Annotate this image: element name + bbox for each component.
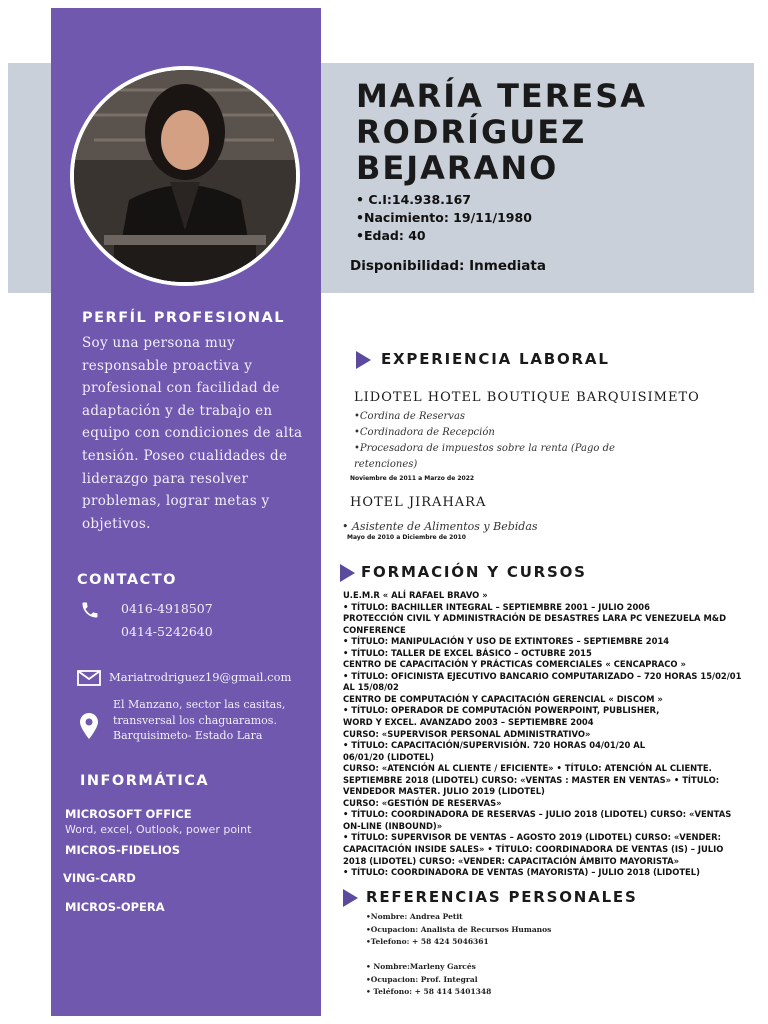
- job-1-bullet-3: •Procesadora de impuestos sobre la renta (Pago de: [354, 443, 615, 454]
- training-line: CURSO: «GESTIÓN DE RESERVAS»: [343, 797, 502, 808]
- reference-1: [366, 911, 551, 949]
- profile-text: Soy una persona muy responsable proactiva y profesional con facilidad de adaptación y de trabajo en equipo con condiciones de alta tensión. Poseo cualidades de liderazgo para resolver problemas, lograr metas y objetivos.: [82, 335, 303, 532]
- training-line: • TÍTULO: OFICINISTA EJECUTIVO BANCARIO COMPUTARIZADO – 720 HORAS 15/02/01 AL 15/08/02: [343, 670, 742, 693]
- experience-heading-label: EXPERIENCIA LABORAL: [381, 350, 610, 368]
- name-line-3: BEJARANO: [356, 149, 559, 187]
- name-line-2: RODRÍGUEZ: [356, 113, 587, 151]
- training-line: U.E.M.R « ALÍ RAFAEL BRAVO »: [343, 590, 488, 600]
- training-heading: [340, 563, 587, 582]
- job-1-bullet-1: •Cordina de Reservas: [354, 411, 466, 422]
- fact-birth: •Nacimiento: 19/11/1980: [356, 210, 532, 225]
- profile-heading: PERFÍL PROFESIONAL: [82, 310, 285, 326]
- job-1-bullet-4: retenciones): [354, 459, 418, 470]
- email-address[interactable]: Mariatrodriguez19@gmail.com: [109, 670, 292, 684]
- training-line: WORD Y EXCEL. AVANZADO 2003 – SEPTIEMBRE 2004: [343, 717, 594, 728]
- job-1-bullet-2: •Cordinadora de Recepción: [354, 427, 495, 438]
- address: El Manzano, sector las casitas, transversal los chaguaramos. Barquisimeto- Estado Lara: [113, 698, 286, 742]
- chevron-right-icon: [340, 564, 355, 582]
- ref-2-name: • Nombre:Marleny Garcés: [366, 962, 476, 971]
- training-line: • TÍTULO: SUPERVISOR DE VENTAS – AGOSTO 2019 (LIDOTEL) CURSO: «VENDER: CAPACITACIÓN INSIDE SALES» • TÍTULO: COORDINADORA DE VENTAS (IS) – JULIO 2018 (LIDOTEL) CURSO: «VENDER: CAPACITACIÓN ÁMBITO MAYORISTA»: [343, 832, 724, 866]
- training-line: CURSO: «SUPERVISOR PERSONAL ADMINISTRATIVO»: [343, 728, 591, 739]
- training-line: • TÍTULO: OPERADOR DE COMPUTACIÓN POWERPOINT, PUBLISHER,: [343, 705, 660, 716]
- training-line: • TÍTULO: MANIPULACIÓN Y USO DE EXTINTORES – SEPTIEMBRE 2014: [343, 636, 670, 647]
- profile-photo: [70, 66, 300, 286]
- training-line: • TÍTULO: CAPACITACIÓN/SUPERVISIÓN. 720 HORAS 04/01/20 AL: [343, 740, 646, 751]
- training-heading-label: FORMACIÓN Y CURSOS: [361, 563, 587, 581]
- training-line: CENTRO DE CAPACITACIÓN Y PRÁCTICAS COMERCIALES « CENCAPRACO »: [343, 659, 686, 670]
- availability: Disponibilidad: Inmediata: [350, 258, 546, 274]
- training-line: • TÍTULO: TALLER DE EXCEL BÁSICO – OCTUBRE 2015: [343, 647, 592, 658]
- ref-1-occupation: •Ocupacion: Analista de Recursos Humanos: [366, 924, 552, 934]
- job-2-title: HOTEL JIRAHARA: [350, 495, 487, 510]
- training-line: CENTRO DE COMPUTACIÓN Y CAPACITACIÓN GERENCIAL « DISCOM »: [343, 693, 663, 704]
- ref-2-phone: • Teléfono: + 58 414 5401348: [366, 987, 492, 996]
- ref-1-name: •Nombre: Andrea Petit: [366, 912, 463, 921]
- it-heading: INFORMÁTICA: [80, 773, 210, 789]
- it-item-opera: MICROS-OPERA: [65, 900, 165, 914]
- name-line-1: MARÍA TERESA: [356, 77, 648, 115]
- job-2-bullet-1: • Asistente de Alimentos y Bebidas: [342, 520, 538, 533]
- fact-id: • C.I:14.938.167: [356, 192, 471, 207]
- training-list: [343, 590, 748, 879]
- fact-age: •Edad: 40: [356, 228, 426, 243]
- ref-1-phone: •Telefono: + 58 424 5046361: [366, 937, 489, 946]
- job-2-dates: Mayo de 2010 a Diciembre de 2010: [347, 534, 466, 541]
- training-line: CURSO: «ATENCIÓN AL CLIENTE / EFICIENTE» • TÍTULO: ATENCIÓN AL CLIENTE. SEPTIEMBRE 2018 (LIDOTEL) CURSO: «VENTAS : MASTER EN VENTAS» • TÍTULO: VENDEDOR MASTER. JULIO 2019 (LIDOTEL): [343, 763, 720, 797]
- contact-heading: CONTACTO: [77, 572, 177, 588]
- job-1-dates: Noviembre de 2011 a Marzo de 2022: [350, 475, 475, 482]
- it-office-detail: Word, excel, Outlook, power point: [65, 823, 252, 836]
- experience-heading: [356, 350, 610, 369]
- it-item-fidelio: MICROS-FIDELIOS: [65, 843, 181, 857]
- references-heading-label: REFERENCIAS PERSONALES: [366, 888, 638, 906]
- phone-1[interactable]: 0416-4918507: [121, 601, 213, 616]
- job-1-title: LIDOTEL HOTEL BOUTIQUE BARQUISIMETO: [354, 390, 700, 405]
- chevron-right-icon: [356, 351, 371, 369]
- it-item-vingcard: VING-CARD: [63, 871, 136, 885]
- email-icon: [77, 670, 101, 686]
- phone-icon: [80, 600, 100, 620]
- training-line: PROTECCIÓN CIVIL Y ADMINISTRACIÓN DE DESASTRES LARA PC VENEZUELA M&D CONFERENCE: [343, 613, 727, 635]
- phone-2[interactable]: 0414-5242640: [121, 624, 213, 639]
- reference-2: [366, 961, 491, 999]
- personal-facts: [356, 191, 532, 245]
- ref-2-occupation: •Ocupacion: Prof. Integral: [366, 974, 478, 984]
- chevron-right-icon: [343, 889, 358, 907]
- it-item-office: MICROSOFT OFFICE: [65, 807, 192, 821]
- references-heading: [343, 888, 638, 907]
- training-line: 06/01/20 (LIDOTEL): [343, 751, 434, 762]
- training-line: • TÍTULO: COORDINADORA DE VENTAS (MAYORISTA) – JULIO 2018 (LIDOTEL): [343, 867, 700, 878]
- training-line: • TÍTULO: COORDINADORA DE RESERVAS – JULIO 2018 (LIDOTEL) CURSO: «VENTAS ON-LINE (INBOUND)»: [343, 809, 732, 831]
- training-line: • TÍTULO: BACHILLER INTEGRAL – SEPTIEMBRE 2001 – JULIO 2006: [343, 601, 650, 612]
- location-pin-icon: [80, 713, 98, 739]
- candidate-name: [356, 78, 746, 186]
